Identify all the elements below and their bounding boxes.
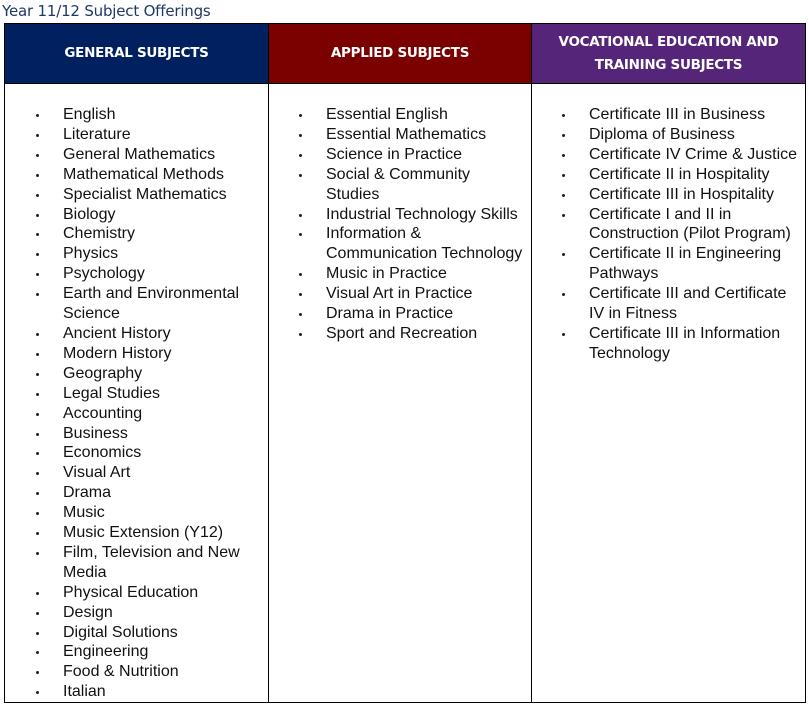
list-item xyxy=(5,224,240,244)
applied-subjects-heading: APPLIED SUBJECTS xyxy=(269,24,531,84)
bullet-icon xyxy=(36,393,39,396)
subject-label: Certificate III and Certificate IV in Fitness xyxy=(589,285,787,323)
subject-label: Italian xyxy=(63,683,106,701)
subject-label: Modern History xyxy=(63,344,172,362)
subject-label: Certificate III in Hospitality xyxy=(589,185,774,203)
list-item xyxy=(532,185,797,205)
list-item xyxy=(532,324,797,364)
subject-label: Physical Education xyxy=(63,583,199,601)
subject-label: Film, Television and New Media xyxy=(63,543,240,581)
subject-label: Certificate I and II in Construction (Pilot Program) xyxy=(589,205,791,243)
bullet-icon xyxy=(36,134,39,137)
page-title: Year 11/12 Subject Offerings xyxy=(2,2,211,20)
subject-label: Specialist Mathematics xyxy=(63,185,227,203)
list-item xyxy=(5,642,240,662)
subject-label: Science in Practice xyxy=(326,145,463,163)
list-item xyxy=(269,264,522,284)
subject-label: Drama xyxy=(63,484,112,502)
bullet-icon xyxy=(562,134,565,137)
bullet-icon xyxy=(36,114,39,117)
bullet-icon xyxy=(299,233,302,236)
bullet-icon xyxy=(36,253,39,256)
bullet-icon xyxy=(36,174,39,177)
subject-label: Social & Community Studies xyxy=(326,165,471,203)
list-item xyxy=(5,503,240,523)
bullet-icon xyxy=(36,671,39,674)
list-item xyxy=(269,125,522,145)
list-item xyxy=(269,145,522,165)
list-item xyxy=(269,324,522,344)
list-item xyxy=(5,682,240,702)
bullet-icon xyxy=(299,273,302,276)
bullet-icon xyxy=(562,333,565,336)
list-item xyxy=(5,483,240,503)
list-item xyxy=(5,404,240,424)
bullet-icon xyxy=(36,632,39,635)
subject-offerings-table xyxy=(4,23,806,703)
vet-subjects-list xyxy=(532,105,797,364)
list-item xyxy=(5,463,240,483)
bullet-icon xyxy=(36,233,39,236)
list-item xyxy=(5,284,240,324)
bullet-icon xyxy=(299,293,302,296)
subject-label: Music xyxy=(63,504,105,522)
bullet-icon xyxy=(299,134,302,137)
subject-label: English xyxy=(63,106,116,123)
list-item xyxy=(5,543,240,583)
vet-subjects-heading: VOCATIONAL EDUCATION AND TRAINING SUBJECTS xyxy=(532,24,805,84)
list-item xyxy=(5,324,240,344)
general-subjects-list xyxy=(5,105,240,702)
subject-label: Industrial Technology Skills xyxy=(326,205,518,223)
bullet-icon xyxy=(36,532,39,535)
list-item xyxy=(5,244,240,264)
bullet-icon xyxy=(299,333,302,336)
list-item xyxy=(5,185,240,205)
bullet-icon xyxy=(36,433,39,436)
subject-label: Mathematical Methods xyxy=(63,165,224,183)
bullet-icon xyxy=(299,313,302,316)
list-item xyxy=(269,224,522,264)
list-item xyxy=(5,662,240,682)
bullet-icon xyxy=(36,492,39,495)
list-item xyxy=(532,145,797,165)
bullet-icon xyxy=(562,194,565,197)
bullet-icon xyxy=(36,512,39,515)
list-item xyxy=(5,105,240,125)
bullet-icon xyxy=(36,353,39,356)
bullet-icon xyxy=(36,373,39,376)
subject-label: Sport and Recreation xyxy=(326,324,478,342)
bullet-icon xyxy=(36,214,39,217)
subject-label: Psychology xyxy=(63,265,145,283)
vet-subjects-column xyxy=(532,24,805,702)
list-item xyxy=(5,583,240,603)
list-item xyxy=(269,105,522,125)
subject-label: Geography xyxy=(63,364,143,382)
bullet-icon xyxy=(36,273,39,276)
list-item xyxy=(5,205,240,225)
bullet-icon xyxy=(562,293,565,296)
list-item xyxy=(5,603,240,623)
subject-label: Economics xyxy=(63,444,142,462)
general-subjects-heading: GENERAL SUBJECTS xyxy=(5,24,268,84)
bullet-icon xyxy=(299,174,302,177)
subject-label: Biology xyxy=(63,205,116,223)
subject-label: Essential Mathematics xyxy=(326,125,487,143)
subject-label: Drama in Practice xyxy=(326,305,454,323)
list-item xyxy=(5,424,240,444)
subject-label: Earth and Environmental Science xyxy=(63,285,240,323)
list-item xyxy=(532,165,797,185)
bullet-icon xyxy=(299,154,302,157)
subject-label: Design xyxy=(63,603,113,621)
bullet-icon xyxy=(36,154,39,157)
subject-label: Ancient History xyxy=(63,324,171,342)
applied-subjects-column xyxy=(269,24,532,702)
subject-label: Engineering xyxy=(63,643,149,661)
bullet-icon xyxy=(562,114,565,117)
list-item xyxy=(532,244,797,284)
subject-label: Certificate II in Hospitality xyxy=(589,165,770,183)
list-item xyxy=(269,205,522,225)
subject-label: Certificate III in Business xyxy=(589,106,766,123)
subject-label: Visual Art xyxy=(63,464,131,482)
bullet-icon xyxy=(36,333,39,336)
bullet-icon xyxy=(36,472,39,475)
list-item xyxy=(532,125,797,145)
subject-label: Digital Solutions xyxy=(63,623,178,641)
subject-label: Accounting xyxy=(63,404,143,422)
list-item xyxy=(269,284,522,304)
list-item xyxy=(5,165,240,185)
subject-label: Music in Practice xyxy=(326,265,447,283)
list-item xyxy=(269,304,522,324)
subject-label: Music Extension (Y12) xyxy=(63,524,224,542)
subject-label: General Mathematics xyxy=(63,145,216,163)
subject-label: Business xyxy=(63,424,128,442)
subject-label: Visual Art in Practice xyxy=(326,285,473,303)
bullet-icon xyxy=(562,253,565,256)
list-item xyxy=(532,105,797,125)
bullet-icon xyxy=(562,154,565,157)
subject-label: Information & Communication Technology xyxy=(326,225,523,263)
subject-label: Chemistry xyxy=(63,225,136,243)
bullet-icon xyxy=(562,174,565,177)
bullet-icon xyxy=(299,114,302,117)
bullet-icon xyxy=(299,214,302,217)
bullet-icon xyxy=(36,194,39,197)
bullet-icon xyxy=(36,552,39,555)
subject-label: Certificate III in Information Technology xyxy=(589,324,781,362)
bullet-icon xyxy=(36,452,39,455)
list-item xyxy=(5,364,240,384)
subject-label: Legal Studies xyxy=(63,384,160,402)
list-item xyxy=(5,125,240,145)
subject-label: Physics xyxy=(63,245,119,263)
bullet-icon xyxy=(36,612,39,615)
subject-label: Food & Nutrition xyxy=(63,663,179,681)
bullet-icon xyxy=(36,413,39,416)
list-item xyxy=(5,384,240,404)
list-item xyxy=(269,165,522,205)
subject-label: Certificate IV Crime & Justice xyxy=(589,145,798,163)
bullet-icon xyxy=(36,293,39,296)
bullet-icon xyxy=(36,592,39,595)
list-item xyxy=(5,523,240,543)
applied-subjects-list xyxy=(269,105,522,344)
list-item xyxy=(532,205,797,245)
list-item xyxy=(5,344,240,364)
list-item xyxy=(5,443,240,463)
subject-label: Literature xyxy=(63,125,131,143)
list-item xyxy=(5,623,240,643)
general-subjects-column xyxy=(5,24,269,702)
list-item xyxy=(5,264,240,284)
subject-label: Certificate II in Engineering Pathways xyxy=(589,245,782,283)
list-item xyxy=(532,284,797,324)
bullet-icon xyxy=(562,214,565,217)
subject-label: Diploma of Business xyxy=(589,125,735,143)
bullet-icon xyxy=(36,651,39,654)
list-item xyxy=(5,145,240,165)
subject-label: Essential English xyxy=(326,106,448,123)
bullet-icon xyxy=(36,691,39,694)
